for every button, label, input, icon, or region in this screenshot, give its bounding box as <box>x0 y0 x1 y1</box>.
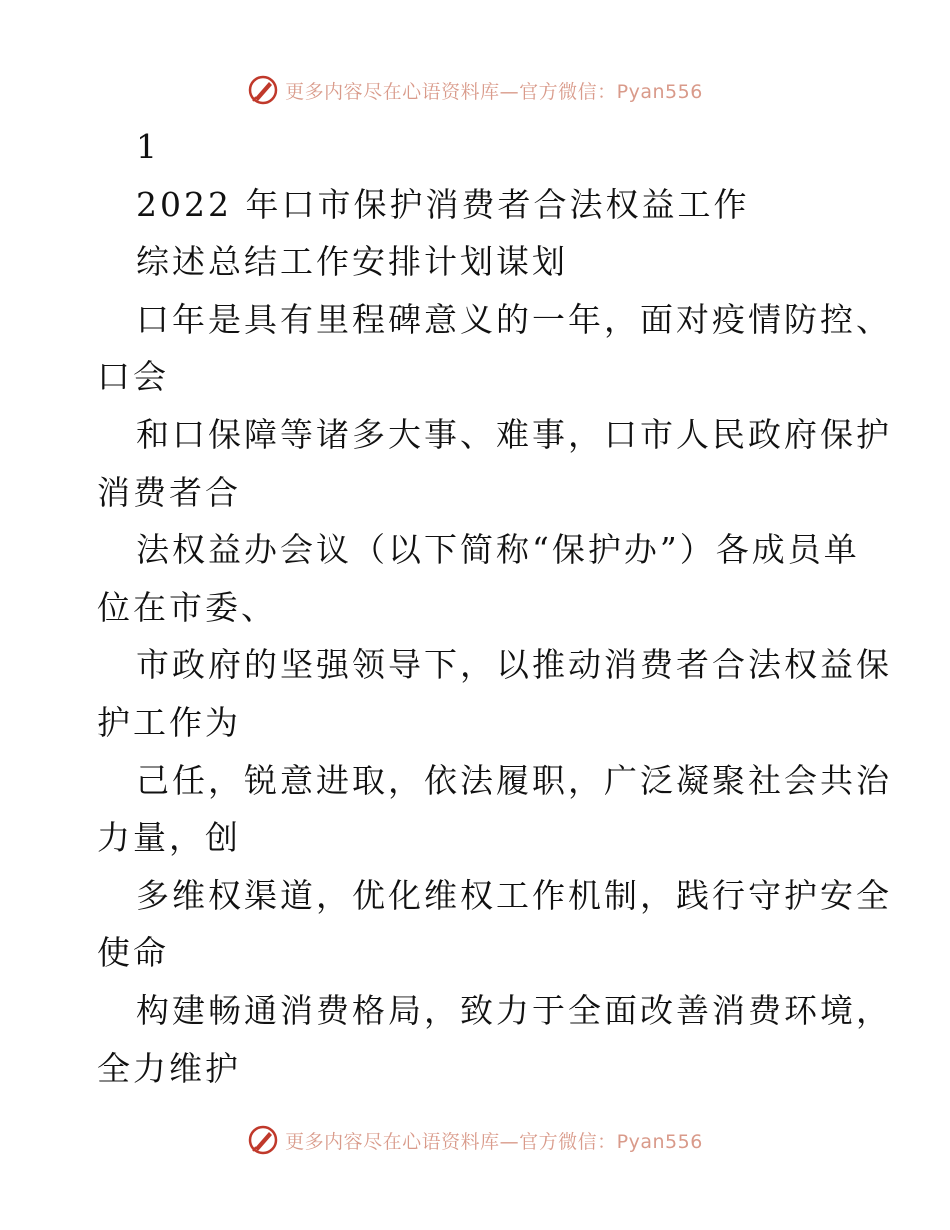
header-banner-inner <box>247 74 703 106</box>
document-body <box>97 118 892 1097</box>
quill-pen-logo-icon <box>247 74 279 106</box>
text-line: 力量，创 <box>97 818 241 858</box>
text-line: 市政府的坚强领导下，以推动消费者合法权益保 <box>136 645 892 685</box>
text-line: 综述总结工作安排计划谋划 <box>136 242 568 282</box>
text-line: 己任，锐意进取，依法履职，广泛凝聚社会共治 <box>136 760 892 800</box>
text-line: 消费者合 <box>97 472 241 512</box>
text-line: 和口保障等诸多大事、难事，口市人民政府保护 <box>136 414 892 454</box>
text-line: 2022 年口市保护消费者合法权益工作 <box>136 184 750 224</box>
header-banner-text: 更多内容尽在心语资料库—官方微信：Pyan556 <box>285 80 703 103</box>
text-line: 位在市委、 <box>97 587 277 627</box>
text-line: 口会 <box>97 357 169 397</box>
text-line: 多维权渠道，优化维权工作机制，践行守护安全 <box>136 875 892 915</box>
text-line: 构建畅通消费格局，致力于全面改善消费环境， <box>136 990 892 1030</box>
quill-pen-logo-icon <box>247 1124 279 1156</box>
text-line: 护工作为 <box>97 702 241 742</box>
footer-banner-inner <box>247 1124 703 1156</box>
footer-banner <box>0 1122 950 1158</box>
text-line: 使命 <box>97 933 169 973</box>
footer-banner-text: 更多内容尽在心语资料库—官方微信：Pyan556 <box>285 1130 703 1153</box>
text-line: 口年是具有里程碑意义的一年，面对疫情防控、 <box>136 299 892 339</box>
text-line: 法权益办会议（以下简称“保护办”）各成员单 <box>136 530 860 570</box>
text-line: 1 <box>136 127 160 166</box>
text-line: 全力维护 <box>97 1048 241 1088</box>
header-banner <box>0 72 950 108</box>
